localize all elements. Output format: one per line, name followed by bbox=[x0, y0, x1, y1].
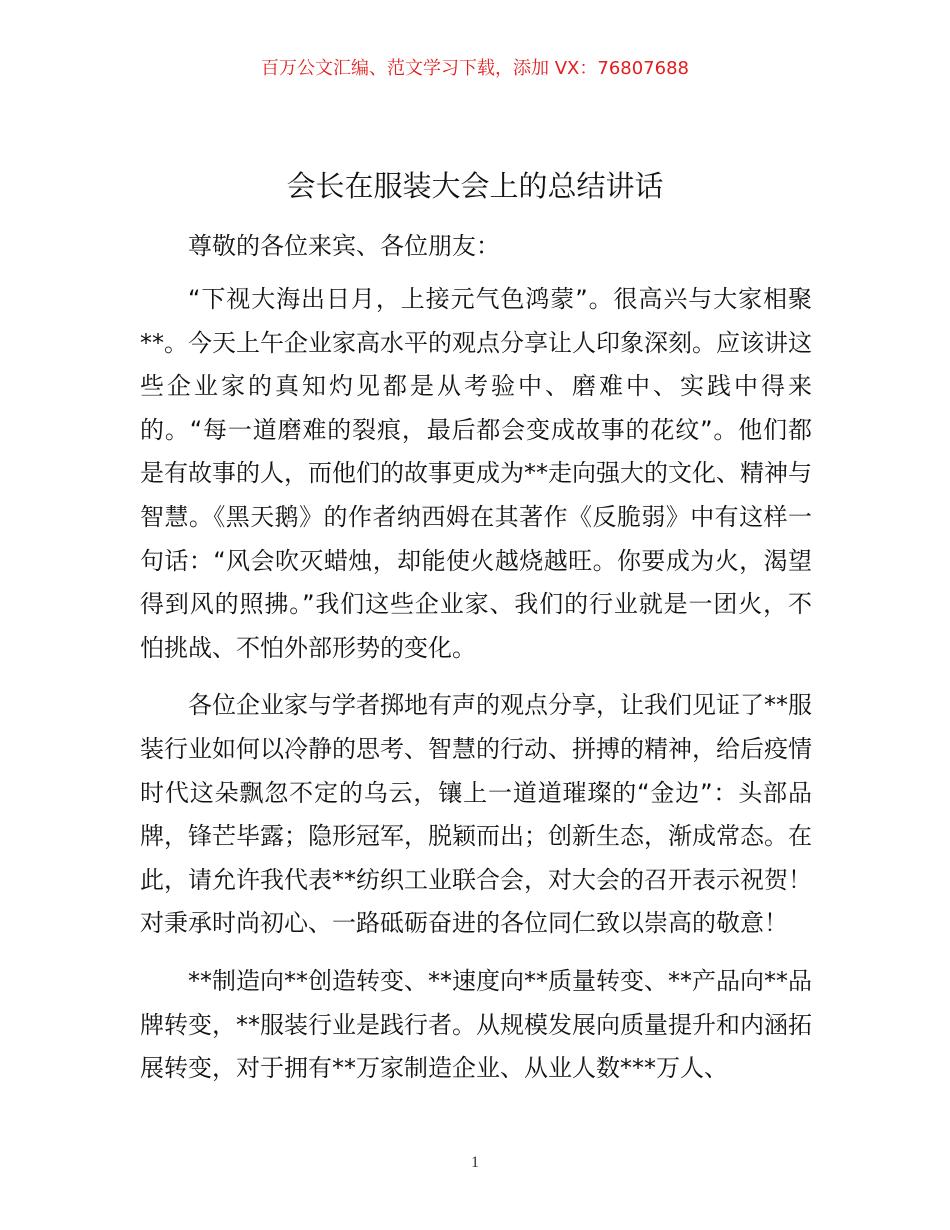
document-title: 会长在服装大会上的总结讲话 bbox=[286, 169, 664, 203]
page-number: 1 bbox=[471, 1154, 479, 1171]
salutation: 尊敬的各位来宾、各位朋友： bbox=[188, 232, 500, 260]
document-body bbox=[140, 278, 812, 1105]
paragraph-1: “下视大海出日月，上接元气色鸿蒙”。很高兴与大家相聚**。今天上午企业家高水平的观点分享让人印象深刻。应该讲这些企业家的真知灼见都是从考验中、磨难中、实践中得来的。“每一道磨难的裂痕，最后都会变成故事的花纹”。他们都是有故事的人，而他们的故事更成为**走向强大的文化、精神与智慧。《黑天鹅》的作者纳西姆在其著作《反脆弱》中有这样一句话：“风会吹灭蜡烛，却能使火越烧越旺。你要成为火，渴望得到风的照拂。”我们这些企业家、我们的行业就是一团火，不怕挑战、不怕外部形势的变化。 bbox=[140, 285, 812, 662]
watermark-header: 百万公文汇编、范文学习下载，添加 VX：76807688 bbox=[261, 58, 689, 79]
paragraph-2: 各位企业家与学者掷地有声的观点分享，让我们见证了**服装行业如何以冷静的思考、智慧的行动、拼搏的精神，给后疫情时代这朵飘忽不定的乌云，镶上一道道璀璨的“金边”：头部品牌，锋芒毕露；隐形冠军，脱颖而出；创新生态，渐成常态。在此，请允许我代表**纺织工业联合会，对大会的召开表示祝贺！对秉承时尚初心、一路砥砺奋进的各位同仁致以崇高的敬意！ bbox=[140, 691, 812, 938]
paragraph-3: **制造向**创造转变、**速度向**质量转变、**产品向**品牌转变，**服装行业是践行者。从规模发展向质量提升和内涵拓展转变，对于拥有**万家制造企业、从业人数***万人、 bbox=[140, 966, 812, 1083]
